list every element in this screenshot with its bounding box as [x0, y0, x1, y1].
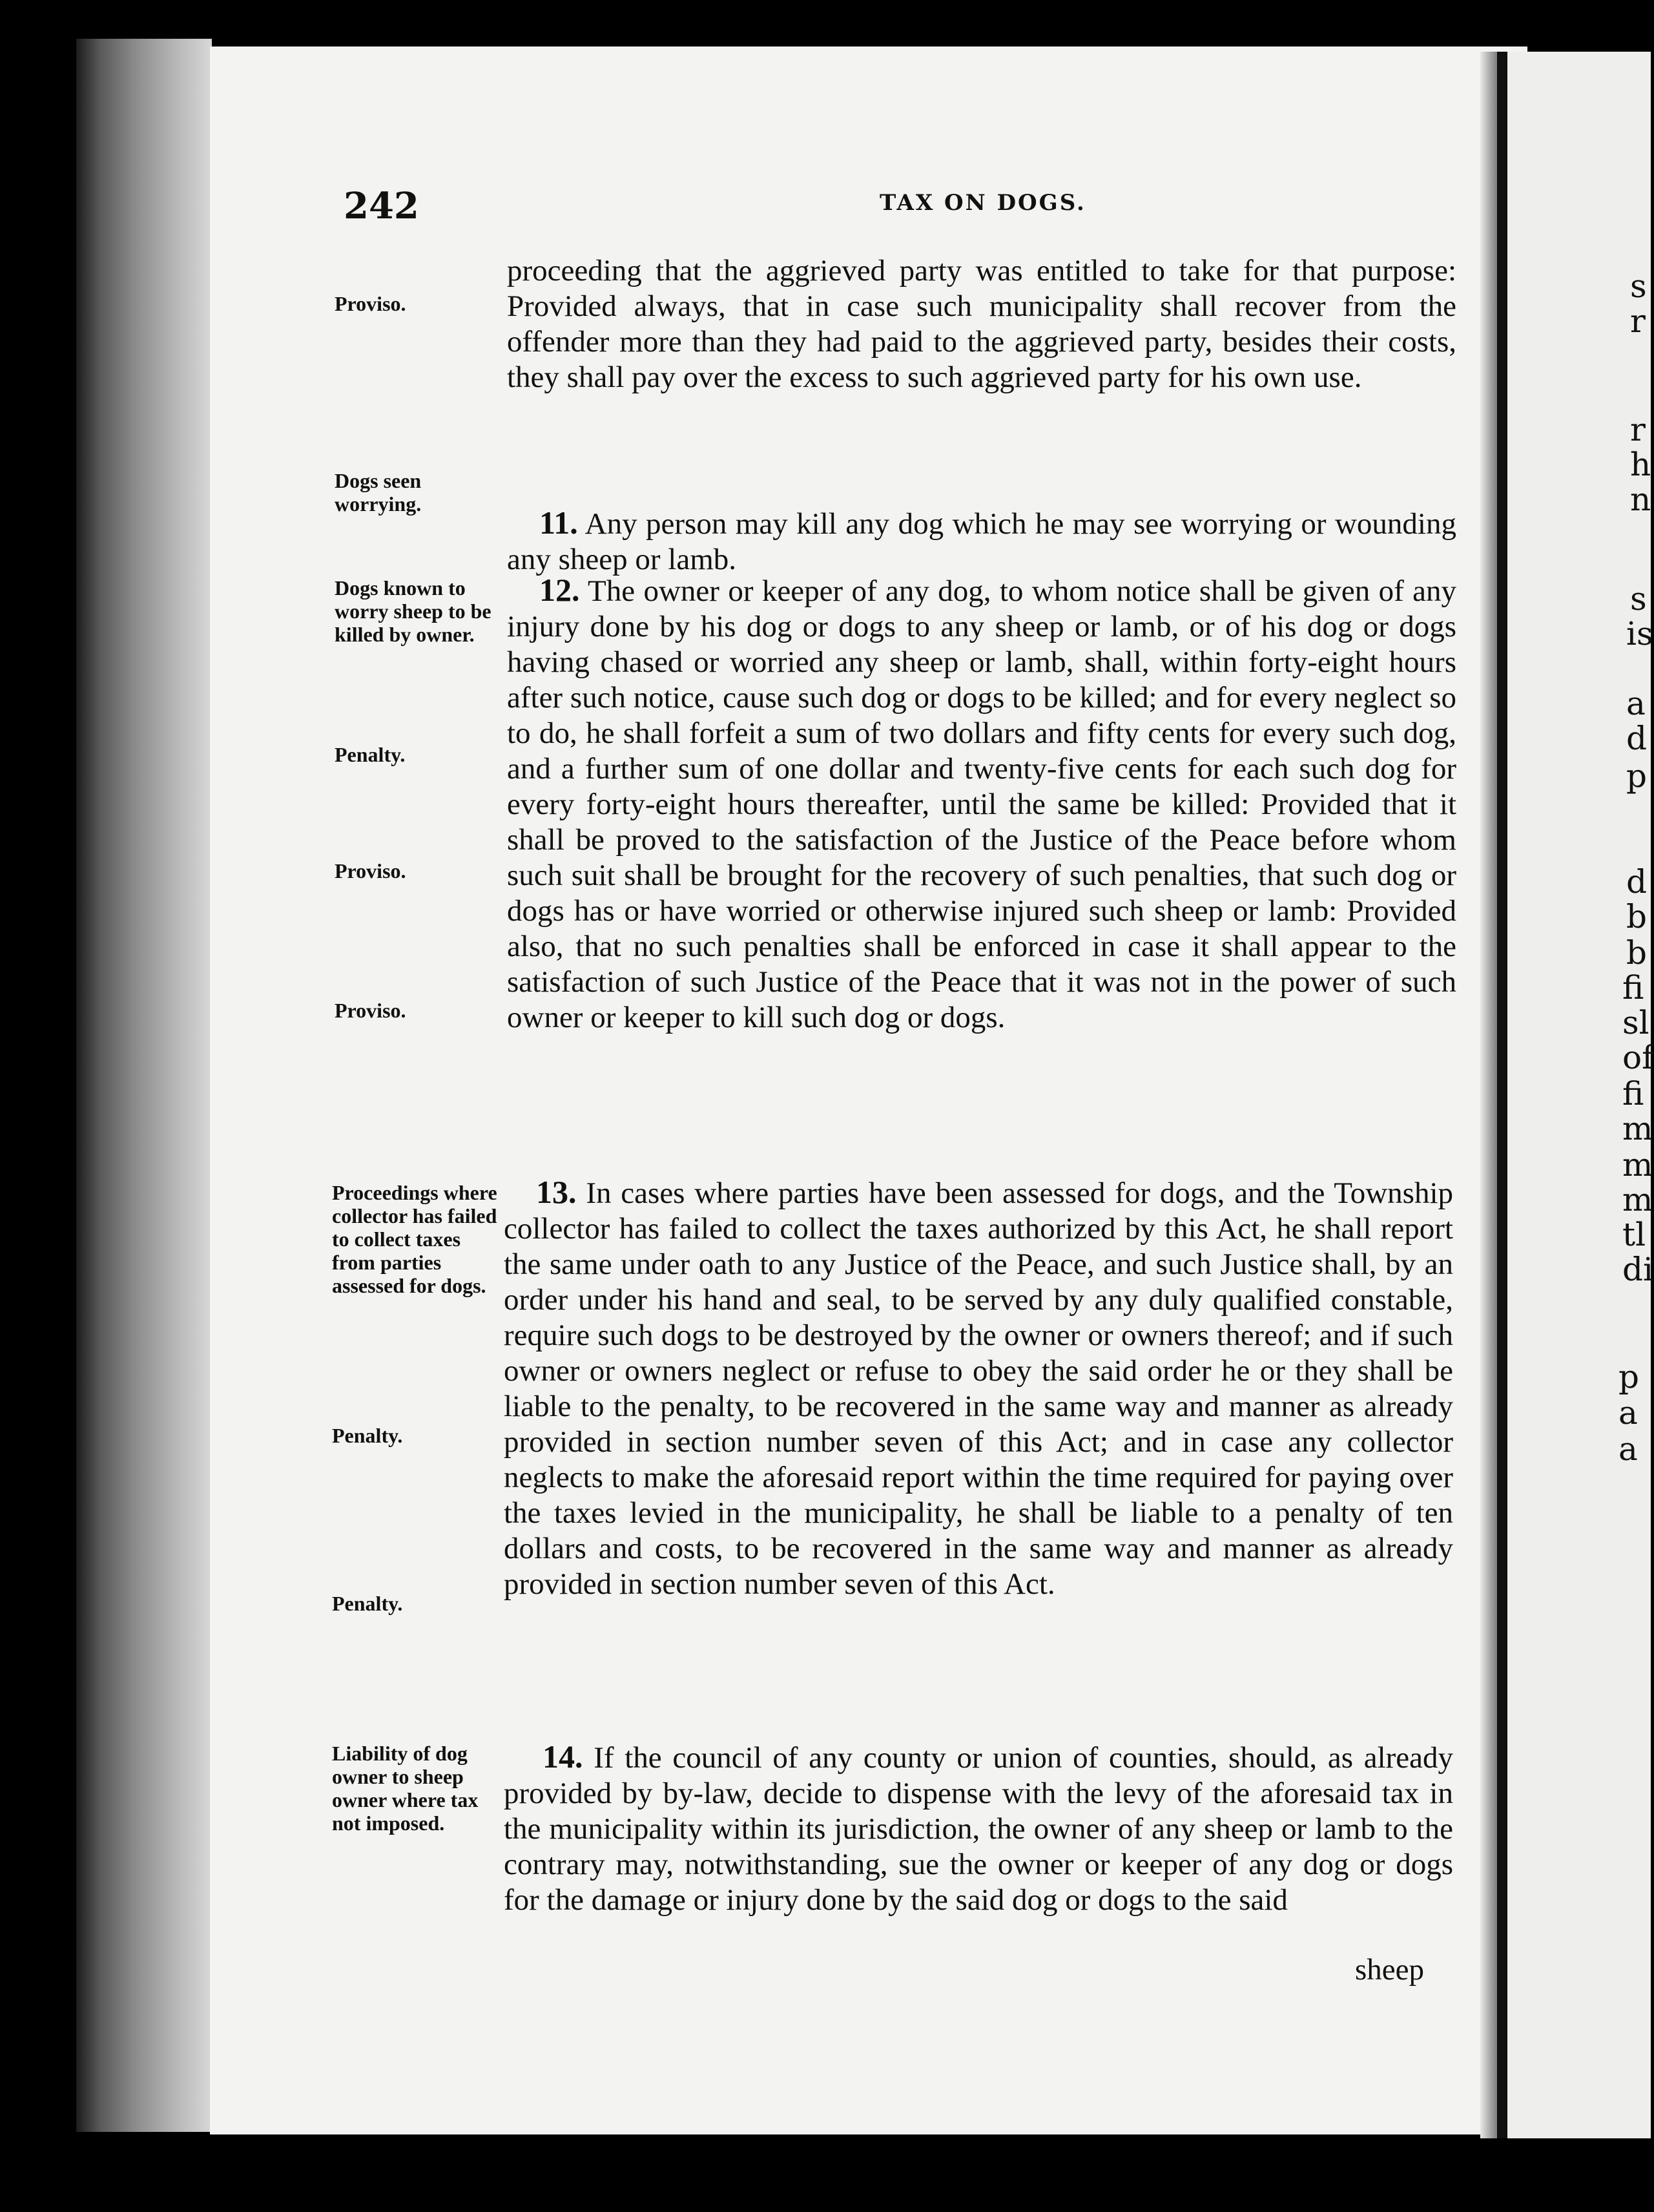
margin-note-penalty: Penalty. [332, 1592, 403, 1615]
facing-fragment: m [1622, 1181, 1653, 1218]
running-title: TAX ON DOGS. [880, 190, 1086, 216]
facing-fragment: fi [1622, 969, 1644, 1007]
margin-note-proviso: Proviso. [335, 859, 406, 882]
section-14 [504, 1739, 1453, 1918]
facing-fragment: fi [1622, 1075, 1644, 1112]
facing-fragment: r [1630, 411, 1646, 448]
section-11 [507, 505, 1456, 578]
section-number: 14. [543, 1738, 583, 1775]
facing-fragment: a [1618, 1430, 1638, 1468]
facing-fragment: of [1622, 1039, 1654, 1076]
facing-fragment: p [1626, 757, 1648, 795]
margin-note-proceedings: Proceedings where collector has failed to collect taxes from parties assessed for dogs. [332, 1181, 497, 1297]
section-13 [504, 1174, 1453, 1602]
section-text: In cases where parties have been assessed for dogs, and the Township collector has failed to collect the taxes authorized by this Act, he shall report the same under oath to any Justice of the Peace, and such Justice shall, by an order under his hand and seal, to be served by any duly qualified constable, require such dogs to be destroyed by the owner or owners thereof; and if such owner or owners neglect or refuse to obey the said order he or they shall be liable to the penalty, to be recovered in the same way and manner as already provided in section number seven of this Act; and in case any collector neglects to make the aforesaid report within the time required for paying over the taxes levied in the municipality, he shall be liable to a penalty of ten dollars and costs, to be recovered in the same way and manner as already provided in section number seven of this Act. [504, 1176, 1453, 1601]
facing-fragment: b [1626, 898, 1648, 935]
facing-fragment: n [1630, 481, 1651, 518]
facing-fragment: s [1630, 267, 1647, 305]
margin-note-penalty: Penalty. [332, 1424, 403, 1447]
section-number: 11. [539, 505, 578, 541]
margin-note-proviso: Proviso. [335, 292, 406, 315]
facing-fragment: sl [1622, 1004, 1649, 1041]
section-text: If the council of any county or union of counties, should, as already provided by by-law, decide to dispense with the levy of the aforesaid tax in the municipality within its jurisdiction, the owner of any sheep or lamb to the contrary may, notwithstanding, sue the owner or keeper of any dog or dogs for the damage or injury done by the said dog or dogs to the said [504, 1741, 1454, 1917]
facing-fragment: di [1622, 1251, 1653, 1288]
margin-note-penalty: Penalty. [335, 743, 406, 766]
facing-fragment: d [1626, 720, 1648, 757]
facing-fragment: m [1622, 1110, 1653, 1147]
facing-fragment: b [1626, 934, 1648, 972]
facing-fragment: s [1630, 580, 1647, 618]
margin-note-dogs-known: Dogs known to worry sheep to be killed by owner. [335, 576, 491, 646]
facing-fragment: a [1618, 1394, 1638, 1432]
paragraph-continued: proceeding that the aggrieved party was entitled to take for that purpose: Provided always, that in case such municipality shall recover from the offender more than they had paid to the aggrieved party, besides their costs, they shall pay over the excess to such aggrieved party for his own use. [507, 254, 1456, 394]
facing-fragment: d [1626, 863, 1648, 901]
section-text: Any person may kill any dog which he may see worrying or wounding any sheep or lamb. [507, 507, 1456, 576]
section-text: The owner or keeper of any dog, to whom notice shall be given of any injury done by his dog or dogs to any sheep or lamb, or of his dog or dogs having chased or worried any sheep or lamb, shall, within forty-eight hours after such notice, cause such dog or dogs to be killed; and for every neglect so to do, he shall forfeit a sum of two dollars and fifty cents for every such dog, and a further sum of one dollar and twenty-five cents for each such dog for every forty-eight hours thereafter, until the same be killed: Provided that it shall be proved to the satisfaction of the Justice of the Peace before whom such suit shall be brought for the recovery of such penalties, that such dog or dogs has or have worried or otherwise injured such sheep or lamb: Provided also, that no such penalties shall be enforced in case it shall appear to the satisfaction of such Justice of the Peace that it was not in the power of such owner or keeper to kill such dog or dogs. [507, 574, 1456, 1034]
page-stack-edge [76, 39, 212, 2132]
facing-fragment: r [1630, 302, 1646, 340]
facing-fragment: is [1626, 615, 1653, 652]
section-number: 13. [536, 1174, 577, 1210]
margin-note-dogs-seen-worrying: Dogs seen worrying. [335, 469, 422, 516]
section-12 [507, 572, 1456, 1036]
facing-fragment: p [1618, 1358, 1640, 1395]
facing-fragment: a [1626, 685, 1646, 722]
catchword: sheep [1355, 1953, 1425, 1987]
margin-note-proviso: Proviso. [335, 999, 406, 1022]
facing-fragment: m [1622, 1146, 1653, 1184]
facing-fragment: h [1630, 446, 1651, 483]
page-number: 242 [344, 185, 419, 227]
facing-fragment: tl [1622, 1216, 1646, 1253]
section-number: 12. [539, 572, 580, 608]
margin-note-liability: Liability of dog owner to sheep owner where tax not imposed. [332, 1742, 479, 1835]
